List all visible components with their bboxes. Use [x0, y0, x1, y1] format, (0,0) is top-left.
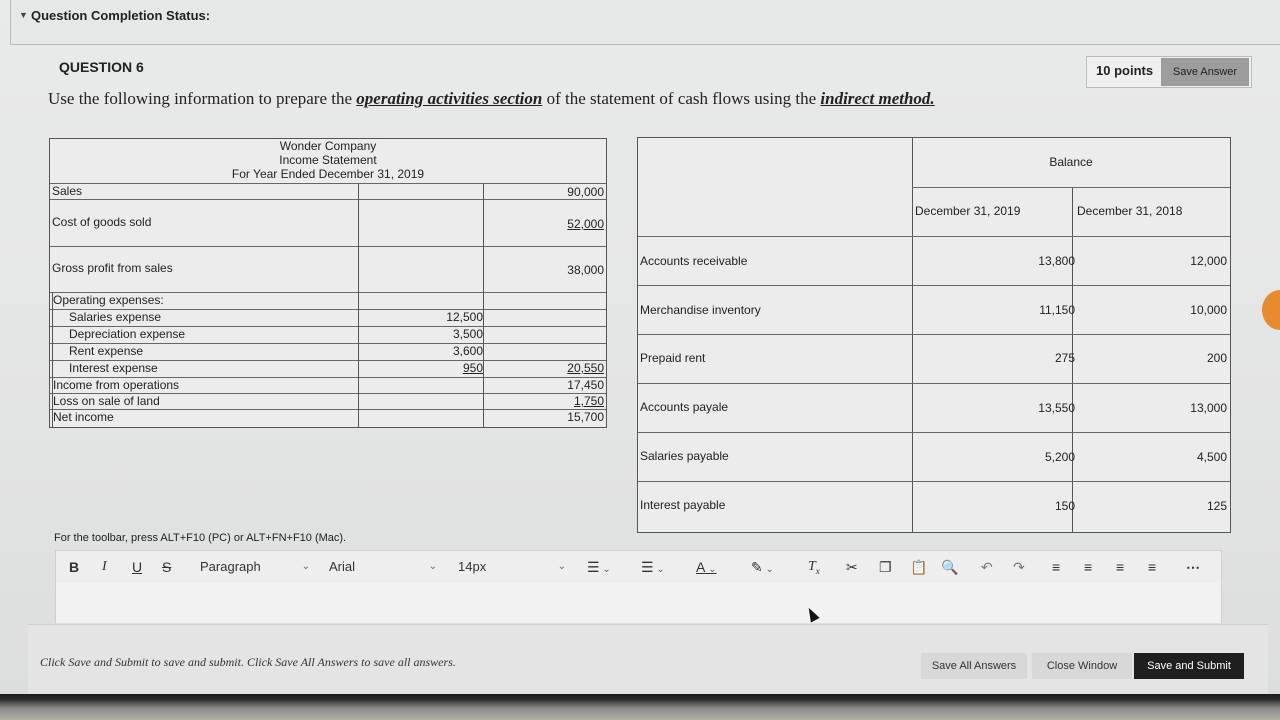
gross-profit-label: Gross profit from sales — [52, 261, 173, 275]
chevron-down-icon: ⌄ — [557, 561, 566, 572]
row-value-2018: 12,000 — [1190, 254, 1227, 268]
gross-profit-value: 38,000 — [567, 263, 604, 277]
underline-button[interactable]: U — [132, 559, 143, 575]
save-answer-button[interactable]: Save Answer — [1161, 58, 1249, 86]
undo-icon[interactable]: ↶ — [981, 559, 993, 575]
row-label: Prepaid rent — [640, 351, 706, 365]
highlight-icon[interactable]: ✎ ⌄ — [751, 559, 774, 575]
balance-table — [637, 137, 1231, 533]
interest-label: Interest expense — [69, 361, 158, 375]
save-and-submit-button[interactable]: Save and Submit — [1134, 653, 1244, 679]
opex-label: Operating expenses: — [53, 293, 164, 307]
row-value-2019: 150 — [1054, 499, 1075, 513]
row-label: Salaries payable — [640, 449, 729, 463]
search-icon[interactable]: 🔍 — [941, 559, 959, 575]
company-name: Wonder Company — [279, 139, 377, 153]
row-value-2018: 4,500 — [1196, 450, 1227, 464]
row-value-2018: 13,000 — [1190, 401, 1227, 415]
points-label: 10 points — [1096, 63, 1154, 78]
answer-editor[interactable] — [55, 583, 1222, 623]
salaries-label: Salaries expense — [69, 310, 162, 324]
row-label: Merchandise inventory — [640, 303, 761, 317]
question-text: Use the following information to prepare the operating activities section of the statement of cash flows using the indirect method. — [48, 89, 935, 108]
balance-header: Balance — [1049, 155, 1093, 169]
clear-format-icon[interactable]: $T_x$ — [808, 559, 820, 576]
statement-name: Income Statement — [279, 153, 377, 167]
chevron-down-icon: ⌄ — [428, 561, 437, 572]
editor-toolbar — [55, 550, 1222, 584]
emphasis-indirect: indirect method. — [820, 89, 935, 108]
numbered-list-icon[interactable]: ☰ ⌄ — [641, 559, 665, 575]
help-widget[interactable] — [1262, 290, 1280, 330]
cut-icon[interactable]: ✂ — [846, 559, 858, 575]
cogs-label: Cost of goods sold — [52, 215, 152, 229]
row-value-2019: 13,550 — [1038, 401, 1075, 415]
rent-label: Rent expense — [69, 344, 144, 358]
income-statement-header — [50, 139, 606, 181]
points-box — [1086, 56, 1252, 88]
depreciation-label: Depreciation expense — [69, 327, 186, 341]
row-value-2019: 11,150 — [1039, 303, 1075, 317]
emphasis-operating: operating activities section — [356, 89, 543, 108]
row-label: Accounts receivable — [640, 254, 748, 268]
submit-instructions: Click Save and Submit to save and submit. Click Save All Answers to save all answers. — [40, 655, 456, 669]
income-from-operations-value: 17,450 — [567, 378, 604, 392]
statement-period: For Year Ended December 31, 2019 — [231, 167, 425, 181]
income-from-operations-label: Income from operations — [53, 378, 180, 392]
font-size-select[interactable]: 14px ⌄ — [458, 551, 568, 583]
font-select[interactable]: Arial ⌄ — [329, 551, 439, 583]
toolbar-instructions: For the toolbar, press ALT+F10 (PC) or ALT+FN+F10 (Mac). — [54, 532, 347, 544]
interest-value: 950 — [462, 361, 483, 375]
depreciation-value: 3,500 — [452, 327, 483, 341]
italic-button[interactable]: I — [102, 559, 107, 574]
sales-value: 90,000 — [567, 185, 604, 199]
row-value-2019: 13,800 — [1038, 254, 1075, 268]
sales-label: Sales — [52, 184, 83, 198]
col-2019-header: December 31, 2019 — [915, 204, 1021, 218]
paragraph-select[interactable]: Paragraph ⌄ — [200, 551, 312, 583]
justify-icon[interactable]: ≡ — [1148, 559, 1157, 575]
align-right-icon[interactable]: ≡ — [1116, 559, 1125, 575]
bullet-list-icon[interactable]: ☰ ⌄ — [587, 559, 611, 575]
cogs-value: 52,000 — [567, 217, 604, 231]
more-icon[interactable]: ⋯ — [1186, 559, 1200, 575]
chevron-down-icon[interactable]: ▼ — [19, 10, 28, 20]
paste-icon[interactable]: 📋 — [910, 559, 928, 575]
align-left-icon[interactable]: ≡ — [1052, 559, 1061, 575]
row-value-2018: 125 — [1206, 499, 1227, 513]
bold-button[interactable]: B — [69, 559, 80, 575]
row-value-2018: 10,000 — [1190, 303, 1227, 317]
loss-on-land-value: 1,750 — [573, 394, 604, 408]
copy-icon[interactable]: ❐ — [879, 559, 892, 575]
rent-value: 3,600 — [452, 344, 483, 358]
submit-bar — [28, 624, 1268, 695]
row-value-2019: 5,200 — [1044, 450, 1075, 464]
row-value-2018: 200 — [1206, 351, 1227, 365]
save-all-answers-button[interactable]: Save All Answers — [921, 653, 1027, 679]
question-completion-status[interactable] — [10, 0, 1280, 45]
text-color-icon[interactable]: A ⌄ — [696, 559, 717, 575]
strikethrough-button[interactable]: S — [162, 559, 172, 575]
opex-total-value: 20,550 — [567, 361, 604, 375]
align-center-icon[interactable]: ≡ — [1084, 559, 1093, 575]
redo-icon[interactable]: ↷ — [1013, 559, 1025, 575]
income-statement-table — [49, 138, 607, 428]
net-income-label: Net income — [53, 410, 114, 424]
loss-on-land-label: Loss on sale of land — [53, 394, 160, 408]
net-income-value: 15,700 — [567, 410, 604, 424]
salaries-value: 12,500 — [446, 310, 483, 324]
question-title: QUESTION 6 — [59, 59, 144, 75]
screen-bezel — [0, 694, 1280, 720]
chevron-down-icon: ⌄ — [301, 561, 310, 572]
row-value-2019: 275 — [1054, 351, 1075, 365]
status-label: Question Completion Status: — [31, 8, 211, 23]
row-label: Accounts payale — [640, 400, 729, 414]
close-window-button[interactable]: Close Window — [1032, 653, 1132, 679]
col-2018-header: December 31, 2018 — [1077, 204, 1183, 218]
row-label: Interest payable — [640, 498, 726, 512]
